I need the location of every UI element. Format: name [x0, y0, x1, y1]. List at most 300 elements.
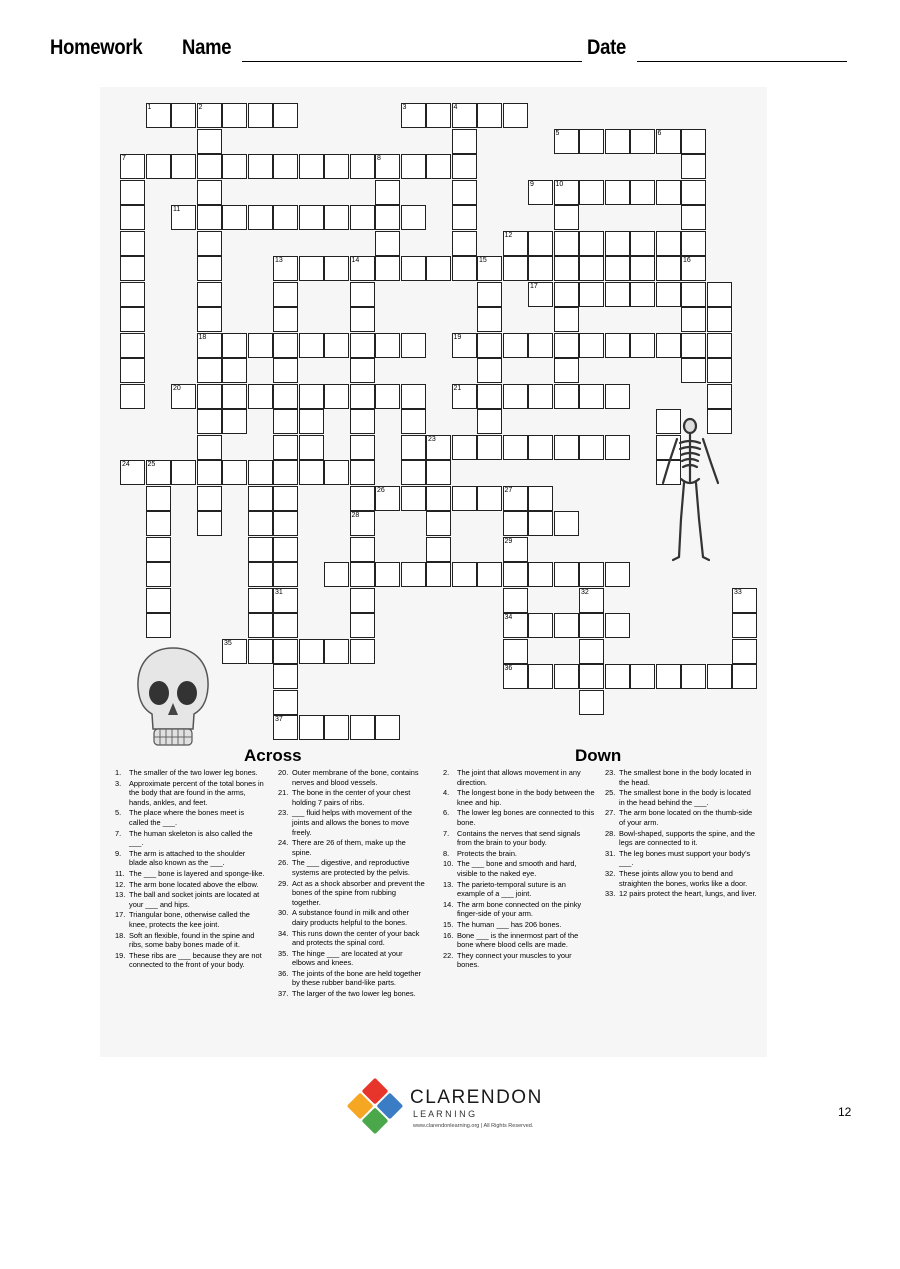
crossword-cell[interactable]	[120, 307, 145, 332]
crossword-cell[interactable]	[375, 715, 400, 740]
crossword-cell[interactable]	[681, 358, 706, 383]
crossword-cell[interactable]	[452, 231, 477, 256]
crossword-cell[interactable]	[350, 435, 375, 460]
crossword-cell[interactable]	[477, 486, 502, 511]
crossword-cell[interactable]	[605, 129, 630, 154]
crossword-cell[interactable]	[146, 103, 171, 128]
crossword-cell[interactable]	[273, 460, 298, 485]
crossword-cell[interactable]	[248, 154, 273, 179]
crossword-cell[interactable]	[146, 613, 171, 638]
name-line[interactable]	[242, 61, 582, 62]
crossword-cell[interactable]	[605, 435, 630, 460]
crossword-cell[interactable]	[401, 460, 426, 485]
crossword-cell[interactable]	[452, 180, 477, 205]
crossword-cell[interactable]	[579, 639, 604, 664]
crossword-cell[interactable]	[681, 205, 706, 230]
crossword-cell[interactable]	[707, 282, 732, 307]
crossword-cell[interactable]	[452, 154, 477, 179]
crossword-cell[interactable]	[554, 129, 579, 154]
crossword-cell[interactable]	[656, 129, 681, 154]
crossword-cell[interactable]	[273, 435, 298, 460]
crossword-cell[interactable]	[477, 562, 502, 587]
crossword-cell[interactable]	[350, 358, 375, 383]
clue-text: There are 26 of them, make up the spine.	[292, 838, 406, 857]
crossword-cell[interactable]	[375, 486, 400, 511]
crossword-cell[interactable]	[630, 664, 655, 689]
down-clues-column-2	[605, 768, 757, 900]
crossword-cell[interactable]	[248, 486, 273, 511]
crossword-cell[interactable]	[350, 282, 375, 307]
crossword-cell[interactable]	[605, 613, 630, 638]
crossword-cell[interactable]	[528, 282, 553, 307]
crossword-cell[interactable]	[477, 435, 502, 460]
crossword-cell[interactable]	[681, 129, 706, 154]
crossword-cell[interactable]	[222, 384, 247, 409]
crossword-cell[interactable]	[528, 333, 553, 358]
brand-subtitle: L E A R N I N G	[413, 1109, 476, 1119]
crossword-cell[interactable]	[401, 333, 426, 358]
crossword-cell[interactable]	[350, 588, 375, 613]
crossword-cell[interactable]	[426, 154, 451, 179]
crossword-cell[interactable]	[605, 231, 630, 256]
crossword-cell[interactable]	[324, 715, 349, 740]
crossword-cell[interactable]	[477, 307, 502, 332]
crossword-cell[interactable]	[681, 333, 706, 358]
crossword-cell[interactable]	[350, 154, 375, 179]
crossword-cell[interactable]	[732, 588, 757, 613]
crossword-cell[interactable]	[375, 154, 400, 179]
across-clues-column-1	[115, 768, 265, 971]
crossword-cell[interactable]	[222, 205, 247, 230]
crossword-cell[interactable]	[605, 256, 630, 281]
crossword-cell[interactable]	[579, 180, 604, 205]
crossword-cell[interactable]	[197, 154, 222, 179]
crossword-cell[interactable]	[452, 256, 477, 281]
crossword-cell[interactable]	[375, 384, 400, 409]
crossword-cell[interactable]	[350, 307, 375, 332]
crossword-cell[interactable]	[579, 664, 604, 689]
crossword-cell[interactable]	[528, 256, 553, 281]
crossword-cell[interactable]	[477, 333, 502, 358]
crossword-cell[interactable]	[273, 537, 298, 562]
crossword-cell[interactable]	[273, 282, 298, 307]
crossword-cell[interactable]	[579, 384, 604, 409]
crossword-cell[interactable]	[120, 282, 145, 307]
clue-text: The smallest bone in the body is located in the head behind the ___.	[619, 788, 751, 807]
crossword-cell[interactable]	[350, 537, 375, 562]
crossword-cell[interactable]	[375, 180, 400, 205]
crossword-cell[interactable]	[554, 180, 579, 205]
crossword-cell[interactable]	[707, 333, 732, 358]
crossword-cell[interactable]	[324, 333, 349, 358]
crossword-cell[interactable]	[630, 231, 655, 256]
crossword-cell[interactable]	[707, 307, 732, 332]
crossword-cell[interactable]	[401, 409, 426, 434]
crossword-cell[interactable]	[528, 486, 553, 511]
crossword-cell[interactable]	[120, 333, 145, 358]
crossword-cell[interactable]	[477, 409, 502, 434]
crossword-cell[interactable]	[273, 588, 298, 613]
crossword-cell[interactable]	[579, 256, 604, 281]
crossword-cell[interactable]	[554, 384, 579, 409]
crossword-cell[interactable]	[375, 205, 400, 230]
crossword-cell[interactable]	[248, 333, 273, 358]
crossword-cell[interactable]	[503, 562, 528, 587]
crossword-cell[interactable]	[452, 129, 477, 154]
clue-label: 2.	[443, 768, 450, 777]
crossword-cell[interactable]	[350, 333, 375, 358]
crossword-cell[interactable]	[248, 205, 273, 230]
crossword-cell[interactable]	[120, 205, 145, 230]
crossword-cell[interactable]	[452, 103, 477, 128]
crossword-cell[interactable]	[554, 231, 579, 256]
crossword-cell[interactable]	[503, 231, 528, 256]
crossword-cell[interactable]	[324, 639, 349, 664]
crossword-cell[interactable]	[554, 358, 579, 383]
crossword-cell[interactable]	[579, 613, 604, 638]
crossword-cell[interactable]	[222, 103, 247, 128]
crossword-cell[interactable]	[656, 664, 681, 689]
crossword-cell[interactable]	[146, 537, 171, 562]
crossword-cell[interactable]	[707, 664, 732, 689]
crossword-cell[interactable]	[528, 664, 553, 689]
crossword-cell[interactable]	[732, 613, 757, 638]
crossword-cell[interactable]	[426, 435, 451, 460]
crossword-cell[interactable]	[401, 435, 426, 460]
crossword-cell[interactable]	[681, 154, 706, 179]
crossword-cell[interactable]	[222, 358, 247, 383]
crossword-cell[interactable]	[146, 588, 171, 613]
crossword-cell[interactable]	[503, 639, 528, 664]
crossword-cell[interactable]	[324, 460, 349, 485]
crossword-cell[interactable]	[375, 256, 400, 281]
crossword-cell[interactable]	[273, 409, 298, 434]
crossword-cell[interactable]	[146, 562, 171, 587]
crossword-cell[interactable]	[248, 613, 273, 638]
crossword-cell[interactable]	[656, 256, 681, 281]
crossword-cell[interactable]	[248, 384, 273, 409]
crossword-cell[interactable]	[350, 205, 375, 230]
crossword-cell[interactable]	[503, 588, 528, 613]
crossword-cell[interactable]	[350, 460, 375, 485]
crossword-cell[interactable]	[630, 333, 655, 358]
crossword-cell[interactable]	[273, 358, 298, 383]
crossword-cell[interactable]	[605, 562, 630, 587]
crossword-cell[interactable]	[273, 486, 298, 511]
crossword-cell[interactable]	[171, 154, 196, 179]
crossword-cell[interactable]	[452, 562, 477, 587]
crossword-cell[interactable]	[605, 333, 630, 358]
crossword-cell[interactable]	[503, 486, 528, 511]
crossword-cell[interactable]	[197, 282, 222, 307]
crossword-cell[interactable]	[197, 486, 222, 511]
crossword-cell[interactable]	[299, 256, 324, 281]
crossword-cell[interactable]	[171, 384, 196, 409]
crossword-cell[interactable]	[503, 256, 528, 281]
crossword-cell[interactable]	[477, 358, 502, 383]
clue-number: 32	[581, 588, 589, 596]
crossword-cell[interactable]	[426, 537, 451, 562]
crossword-cell[interactable]	[554, 307, 579, 332]
crossword-cell[interactable]	[273, 639, 298, 664]
crossword-cell[interactable]	[197, 205, 222, 230]
crossword-cell[interactable]	[579, 435, 604, 460]
name-label: Name	[182, 36, 232, 59]
crossword-cell[interactable]	[681, 307, 706, 332]
crossword-cell[interactable]	[299, 409, 324, 434]
crossword-cell[interactable]	[707, 384, 732, 409]
crossword-cell[interactable]	[375, 562, 400, 587]
date-line[interactable]	[637, 61, 847, 62]
crossword-cell[interactable]	[426, 460, 451, 485]
crossword-cell[interactable]	[528, 384, 553, 409]
crossword-cell[interactable]	[299, 715, 324, 740]
crossword-cell[interactable]	[528, 613, 553, 638]
crossword-cell[interactable]	[579, 231, 604, 256]
crossword-cell[interactable]	[503, 613, 528, 638]
crossword-cell[interactable]	[350, 715, 375, 740]
crossword-cell[interactable]	[222, 460, 247, 485]
crossword-cell[interactable]	[401, 256, 426, 281]
crossword-cell[interactable]	[528, 180, 553, 205]
crossword-cell[interactable]	[426, 256, 451, 281]
crossword-cell[interactable]	[554, 333, 579, 358]
crossword-cell[interactable]	[503, 664, 528, 689]
crossword-cell[interactable]	[146, 154, 171, 179]
crossword-cell[interactable]	[324, 154, 349, 179]
clue-text: The lower leg bones are connected to this bone.	[457, 808, 595, 827]
crossword-cell[interactable]	[350, 511, 375, 536]
crossword-cell[interactable]	[426, 486, 451, 511]
crossword-cell[interactable]	[171, 460, 196, 485]
crossword-cell[interactable]	[248, 588, 273, 613]
crossword-cell[interactable]	[554, 435, 579, 460]
crossword-cell[interactable]	[120, 154, 145, 179]
crossword-cell[interactable]	[146, 511, 171, 536]
crossword-cell[interactable]	[503, 384, 528, 409]
crossword-cell[interactable]	[401, 205, 426, 230]
crossword-cell[interactable]	[452, 384, 477, 409]
crossword-cell[interactable]	[477, 103, 502, 128]
crossword-cell[interactable]	[605, 282, 630, 307]
crossword-cell[interactable]	[273, 154, 298, 179]
crossword-cell[interactable]	[197, 409, 222, 434]
down-clue	[605, 869, 757, 888]
crossword-cell[interactable]	[656, 282, 681, 307]
clue-number: 11	[173, 206, 181, 213]
crossword-cell[interactable]	[299, 333, 324, 358]
crossword-cell[interactable]	[554, 282, 579, 307]
crossword-cell[interactable]	[656, 333, 681, 358]
clue-label: 8.	[443, 848, 450, 858]
crossword-cell[interactable]	[732, 639, 757, 664]
crossword-cell[interactable]	[273, 205, 298, 230]
crossword-cell[interactable]	[350, 562, 375, 587]
crossword-cell[interactable]	[248, 511, 273, 536]
crossword-cell[interactable]	[222, 639, 247, 664]
crossword-cell[interactable]	[579, 333, 604, 358]
crossword-cell[interactable]	[197, 333, 222, 358]
crossword-cell[interactable]	[299, 435, 324, 460]
crossword-cell[interactable]	[554, 511, 579, 536]
crossword-cell[interactable]	[503, 103, 528, 128]
crossword-cell[interactable]	[120, 231, 145, 256]
crossword-cell[interactable]	[299, 460, 324, 485]
crossword-cell[interactable]	[579, 562, 604, 587]
crossword-cell[interactable]	[120, 180, 145, 205]
crossword-cell[interactable]	[503, 537, 528, 562]
crossword-cell[interactable]	[426, 511, 451, 536]
crossword-cell[interactable]	[452, 333, 477, 358]
crossword-cell[interactable]	[146, 486, 171, 511]
crossword-cell[interactable]	[350, 409, 375, 434]
crossword-cell[interactable]	[120, 256, 145, 281]
crossword-cell[interactable]	[222, 409, 247, 434]
crossword-cell[interactable]	[146, 460, 171, 485]
crossword-cell[interactable]	[222, 333, 247, 358]
crossword-cell[interactable]	[605, 664, 630, 689]
crossword-cell[interactable]	[426, 103, 451, 128]
clue-number: 14	[351, 257, 360, 264]
crossword-cell[interactable]	[630, 129, 655, 154]
crossword-cell[interactable]	[528, 435, 553, 460]
crossword-cell[interactable]	[248, 639, 273, 664]
crossword-cell[interactable]	[554, 256, 579, 281]
clue-label: 23.	[278, 808, 289, 818]
crossword-cell[interactable]	[197, 180, 222, 205]
crossword-cell[interactable]	[120, 358, 145, 383]
crossword-cell[interactable]	[375, 231, 400, 256]
crossword-cell[interactable]	[273, 307, 298, 332]
crossword-cell[interactable]	[579, 282, 604, 307]
crossword-cell[interactable]	[299, 154, 324, 179]
crossword-cell[interactable]	[477, 384, 502, 409]
crossword-cell[interactable]	[273, 384, 298, 409]
crossword-cell[interactable]	[579, 588, 604, 613]
crossword-cell[interactable]	[401, 384, 426, 409]
crossword-cell[interactable]	[681, 231, 706, 256]
clue-label: 17.	[115, 910, 126, 920]
crossword-cell[interactable]	[528, 562, 553, 587]
crossword-cell[interactable]	[299, 384, 324, 409]
crossword-cell[interactable]	[452, 435, 477, 460]
crossword-cell[interactable]	[554, 205, 579, 230]
crossword-cell[interactable]	[401, 486, 426, 511]
crossword-cell[interactable]	[222, 154, 247, 179]
crossword-cell[interactable]	[554, 664, 579, 689]
crossword-cell[interactable]	[401, 154, 426, 179]
crossword-cell[interactable]	[248, 460, 273, 485]
crossword-cell[interactable]	[630, 256, 655, 281]
crossword-cell[interactable]	[681, 664, 706, 689]
crossword-cell[interactable]	[299, 205, 324, 230]
crossword-cell[interactable]	[528, 231, 553, 256]
crossword-cell[interactable]	[197, 307, 222, 332]
clue-label: 20.	[278, 768, 289, 777]
crossword-cell[interactable]	[197, 103, 222, 128]
crossword-cell[interactable]	[707, 358, 732, 383]
crossword-cell[interactable]	[120, 460, 145, 485]
crossword-cell[interactable]	[554, 613, 579, 638]
crossword-cell[interactable]	[452, 486, 477, 511]
crossword-cell[interactable]	[248, 537, 273, 562]
crossword-cell[interactable]	[426, 562, 451, 587]
crossword-cell[interactable]	[528, 511, 553, 536]
across-clue	[278, 969, 425, 988]
crossword-cell[interactable]	[197, 129, 222, 154]
crossword-cell[interactable]	[503, 333, 528, 358]
crossword-cell[interactable]	[477, 256, 502, 281]
crossword-cell[interactable]	[656, 231, 681, 256]
crossword-cell[interactable]	[630, 180, 655, 205]
crossword-cell[interactable]	[197, 358, 222, 383]
crossword-cell[interactable]	[171, 205, 196, 230]
crossword-cell[interactable]	[324, 256, 349, 281]
crossword-cell[interactable]	[273, 613, 298, 638]
crossword-cell[interactable]	[350, 256, 375, 281]
crossword-cell[interactable]	[273, 664, 298, 689]
crossword-cell[interactable]	[197, 511, 222, 536]
crossword-cell[interactable]	[350, 613, 375, 638]
crossword-cell[interactable]	[273, 562, 298, 587]
crossword-cell[interactable]	[350, 384, 375, 409]
crossword-cell[interactable]	[273, 715, 298, 740]
crossword-cell[interactable]	[273, 333, 298, 358]
crossword-cell[interactable]	[503, 511, 528, 536]
crossword-cell[interactable]	[350, 639, 375, 664]
crossword-cell[interactable]	[171, 103, 196, 128]
crossword-cell[interactable]	[452, 205, 477, 230]
crossword-cell[interactable]	[681, 256, 706, 281]
clue-label: 14.	[443, 899, 454, 909]
crossword-cell[interactable]	[197, 435, 222, 460]
crossword-cell[interactable]	[503, 435, 528, 460]
crossword-cell[interactable]	[656, 180, 681, 205]
crossword-cell[interactable]	[732, 664, 757, 689]
crossword-cell[interactable]	[273, 511, 298, 536]
crossword-cell[interactable]	[605, 384, 630, 409]
crossword-cell[interactable]	[197, 384, 222, 409]
crossword-cell[interactable]	[324, 205, 349, 230]
crossword-cell[interactable]	[248, 562, 273, 587]
crossword-cell[interactable]	[401, 103, 426, 128]
crossword-cell[interactable]	[477, 282, 502, 307]
crossword-cell[interactable]	[273, 103, 298, 128]
crossword-cell[interactable]	[605, 180, 630, 205]
crossword-cell[interactable]	[248, 103, 273, 128]
crossword-cell[interactable]	[324, 384, 349, 409]
crossword-cell[interactable]	[273, 690, 298, 715]
crossword-cell[interactable]	[120, 384, 145, 409]
crossword-cell[interactable]	[375, 333, 400, 358]
crossword-cell[interactable]	[401, 562, 426, 587]
crossword-cell[interactable]	[324, 562, 349, 587]
crossword-cell[interactable]	[299, 639, 324, 664]
crossword-cell[interactable]	[197, 256, 222, 281]
crossword-cell[interactable]	[273, 256, 298, 281]
crossword-cell[interactable]	[681, 180, 706, 205]
across-clue	[115, 869, 265, 879]
clue-label: 21.	[278, 788, 289, 798]
crossword-cell[interactable]	[197, 231, 222, 256]
crossword-cell[interactable]	[630, 282, 655, 307]
crossword-cell[interactable]	[681, 282, 706, 307]
crossword-cell[interactable]	[579, 690, 604, 715]
crossword-cell[interactable]	[197, 460, 222, 485]
crossword-cell[interactable]	[554, 562, 579, 587]
crossword-cell[interactable]	[579, 129, 604, 154]
crossword-cell[interactable]	[350, 486, 375, 511]
